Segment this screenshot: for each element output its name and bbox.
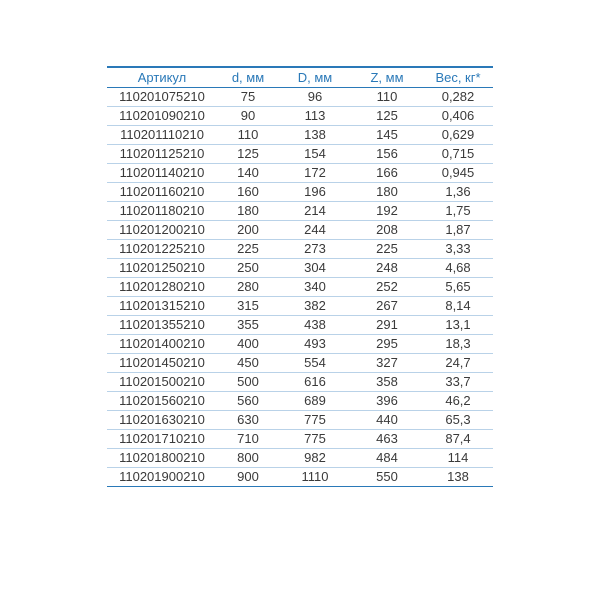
cell-weight: 8,14: [423, 296, 493, 315]
cell-weight: 5,65: [423, 277, 493, 296]
cell-article: 110201140210: [107, 163, 217, 182]
table-body: [107, 87, 493, 486]
table-row: [107, 429, 493, 448]
cell-weight: 46,2: [423, 391, 493, 410]
cell-weight: 0,629: [423, 125, 493, 144]
cell-weight: 24,7: [423, 353, 493, 372]
cell-article: 110201400210: [107, 334, 217, 353]
cell-article: 110201250210: [107, 258, 217, 277]
cell-D: 493: [279, 334, 351, 353]
spec-table: [107, 66, 493, 487]
cell-d: 355: [217, 315, 279, 334]
cell-d: 450: [217, 353, 279, 372]
cell-weight: 4,68: [423, 258, 493, 277]
cell-article: 110201180210: [107, 201, 217, 220]
cell-d: 315: [217, 296, 279, 315]
cell-d: 225: [217, 239, 279, 258]
cell-article: 110201355210: [107, 315, 217, 334]
cell-d: 280: [217, 277, 279, 296]
table-row: [107, 239, 493, 258]
table-row: [107, 277, 493, 296]
cell-weight: 0,406: [423, 106, 493, 125]
cell-weight: 3,33: [423, 239, 493, 258]
table-row: [107, 410, 493, 429]
table-row: [107, 106, 493, 125]
cell-d: 250: [217, 258, 279, 277]
cell-Z: 145: [351, 125, 423, 144]
cell-article: 110201900210: [107, 467, 217, 486]
cell-d: 630: [217, 410, 279, 429]
cell-D: 96: [279, 87, 351, 106]
cell-Z: 125: [351, 106, 423, 125]
cell-article: 110201630210: [107, 410, 217, 429]
cell-weight: 33,7: [423, 372, 493, 391]
cell-article: 110201090210: [107, 106, 217, 125]
cell-D: 982: [279, 448, 351, 467]
cell-weight: 1,75: [423, 201, 493, 220]
table-row: [107, 163, 493, 182]
cell-D: 689: [279, 391, 351, 410]
cell-weight: 0,282: [423, 87, 493, 106]
cell-D: 438: [279, 315, 351, 334]
cell-article: 110201315210: [107, 296, 217, 315]
table-row: [107, 220, 493, 239]
cell-article: 110201450210: [107, 353, 217, 372]
cell-Z: 166: [351, 163, 423, 182]
cell-weight: 0,715: [423, 144, 493, 163]
header-weight: Вес, кг*: [423, 67, 493, 87]
cell-d: 400: [217, 334, 279, 353]
cell-Z: 156: [351, 144, 423, 163]
cell-Z: 208: [351, 220, 423, 239]
cell-D: 1110: [279, 467, 351, 486]
cell-article: 110201800210: [107, 448, 217, 467]
cell-D: 775: [279, 429, 351, 448]
cell-Z: 225: [351, 239, 423, 258]
header-Z: Z, мм: [351, 67, 423, 87]
cell-article: 110201280210: [107, 277, 217, 296]
cell-D: 214: [279, 201, 351, 220]
cell-d: 800: [217, 448, 279, 467]
cell-d: 900: [217, 467, 279, 486]
cell-article: 110201160210: [107, 182, 217, 201]
cell-d: 140: [217, 163, 279, 182]
cell-d: 180: [217, 201, 279, 220]
cell-weight: 114: [423, 448, 493, 467]
table-row: [107, 372, 493, 391]
header-D: D, мм: [279, 67, 351, 87]
cell-D: 154: [279, 144, 351, 163]
cell-weight: 0,945: [423, 163, 493, 182]
cell-D: 172: [279, 163, 351, 182]
cell-D: 244: [279, 220, 351, 239]
cell-D: 382: [279, 296, 351, 315]
cell-d: 200: [217, 220, 279, 239]
cell-Z: 440: [351, 410, 423, 429]
cell-weight: 13,1: [423, 315, 493, 334]
cell-Z: 291: [351, 315, 423, 334]
cell-D: 616: [279, 372, 351, 391]
cell-article: 110201500210: [107, 372, 217, 391]
table-row: [107, 391, 493, 410]
table-row: [107, 201, 493, 220]
cell-D: 273: [279, 239, 351, 258]
header-article: Артикул: [107, 67, 217, 87]
cell-Z: 327: [351, 353, 423, 372]
cell-article: 110201075210: [107, 87, 217, 106]
cell-d: 90: [217, 106, 279, 125]
table-row: [107, 315, 493, 334]
cell-Z: 267: [351, 296, 423, 315]
table-row: [107, 182, 493, 201]
cell-D: 340: [279, 277, 351, 296]
cell-Z: 550: [351, 467, 423, 486]
cell-d: 110: [217, 125, 279, 144]
header-row: [107, 67, 493, 87]
cell-Z: 295: [351, 334, 423, 353]
table-row: [107, 87, 493, 106]
cell-Z: 252: [351, 277, 423, 296]
cell-weight: 138: [423, 467, 493, 486]
cell-Z: 463: [351, 429, 423, 448]
cell-D: 113: [279, 106, 351, 125]
cell-Z: 192: [351, 201, 423, 220]
cell-Z: 396: [351, 391, 423, 410]
cell-article: 110201200210: [107, 220, 217, 239]
table-row: [107, 448, 493, 467]
cell-d: 710: [217, 429, 279, 448]
cell-d: 560: [217, 391, 279, 410]
table-header: [107, 67, 493, 87]
cell-article: 110201225210: [107, 239, 217, 258]
table-row: [107, 334, 493, 353]
cell-weight: 1,87: [423, 220, 493, 239]
table-row: [107, 258, 493, 277]
table-row: [107, 125, 493, 144]
cell-D: 138: [279, 125, 351, 144]
cell-D: 775: [279, 410, 351, 429]
table-row: [107, 353, 493, 372]
cell-Z: 248: [351, 258, 423, 277]
cell-weight: 1,36: [423, 182, 493, 201]
cell-d: 160: [217, 182, 279, 201]
cell-D: 304: [279, 258, 351, 277]
cell-weight: 65,3: [423, 410, 493, 429]
cell-D: 196: [279, 182, 351, 201]
cell-d: 125: [217, 144, 279, 163]
cell-d: 75: [217, 87, 279, 106]
cell-D: 554: [279, 353, 351, 372]
table-row: [107, 467, 493, 486]
table-row: [107, 144, 493, 163]
cell-article: 110201710210: [107, 429, 217, 448]
cell-Z: 110: [351, 87, 423, 106]
cell-article: 110201125210: [107, 144, 217, 163]
table-row: [107, 296, 493, 315]
header-d: d, мм: [217, 67, 279, 87]
cell-weight: 18,3: [423, 334, 493, 353]
cell-d: 500: [217, 372, 279, 391]
cell-Z: 358: [351, 372, 423, 391]
cell-article: 110201560210: [107, 391, 217, 410]
cell-Z: 484: [351, 448, 423, 467]
cell-Z: 180: [351, 182, 423, 201]
cell-weight: 87,4: [423, 429, 493, 448]
cell-article: 110201110210: [107, 125, 217, 144]
